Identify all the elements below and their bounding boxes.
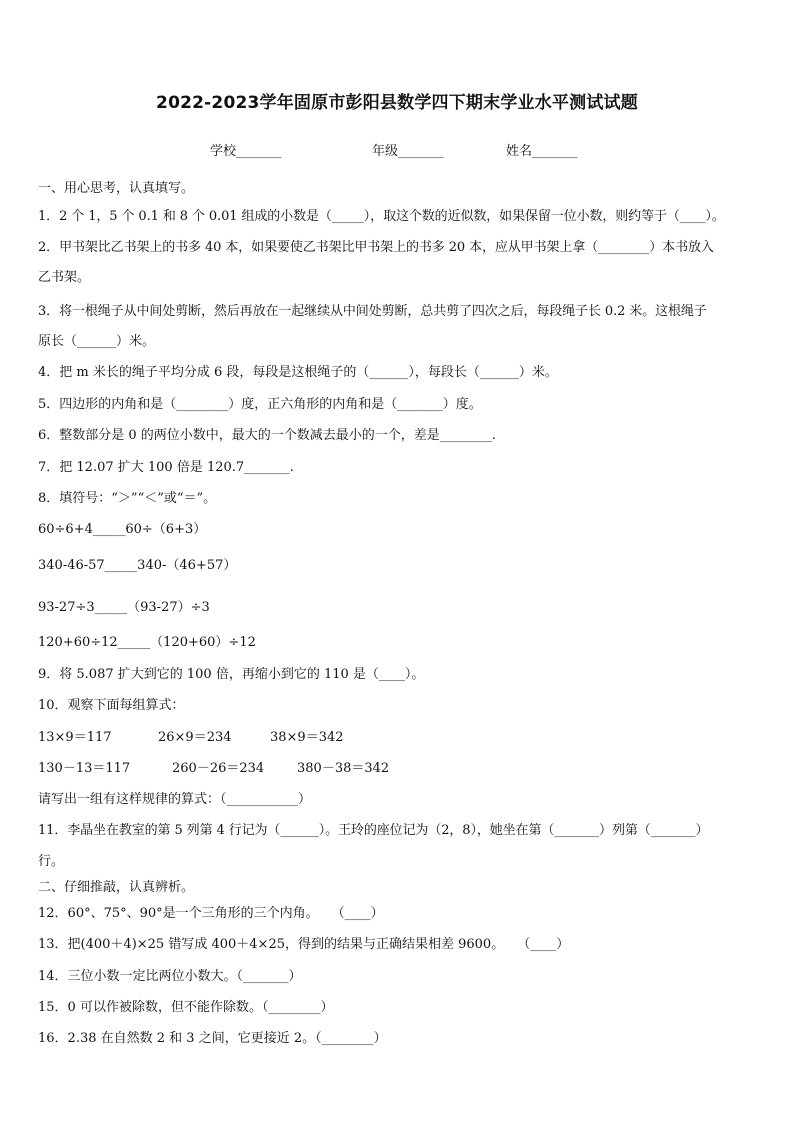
question-8: 8．填符号：“＞”“＜”或“＝”。	[38, 491, 217, 506]
section-1-title: 一、用心思考，认真填写。	[38, 181, 195, 196]
question-5: 5．四边形的内角和是（________）度，正六角形的内角和是（_______）度。	[38, 397, 482, 412]
question-11-line2: 行。	[38, 854, 65, 869]
q10-row2-eq2: 260－26＝234	[172, 761, 265, 776]
question-13: 13．把(400＋4)×25 错写成 400＋4×25，得到的结果与正确结果相差 9600。 （____）	[38, 937, 570, 952]
section-2-title: 二、仔细推敲，认真辨析。	[38, 880, 195, 895]
q10-row1-eq2: 26×9＝234	[158, 730, 232, 745]
question-3-line2: 原长（______）米。	[38, 334, 156, 349]
question-12: 12．60°、75°、90°是一个三角形的三个内角。 （____）	[38, 906, 384, 921]
question-10-prompt: 请写出一组有这样规律的算式：（___________）	[38, 792, 312, 807]
question-2-line1: 2．甲书架比乙书架上的书多 40 本，如果要使乙书架比甲书架上的书多 20 本，应从甲书架上拿（________）本书放入	[38, 240, 714, 255]
question-8-item-b: 340-46-57_____340-（46+57）	[38, 558, 237, 573]
question-2-line2: 乙书架。	[38, 270, 91, 285]
question-8-item-d: 120+60÷12_____（120+60）÷12	[38, 635, 256, 650]
q10-row1-eq3: 38×9＝342	[270, 730, 344, 745]
name-field: 姓名_______	[506, 144, 578, 159]
grade-field: 年级_______	[372, 144, 444, 159]
q10-row2-eq3: 380－38＝342	[297, 761, 390, 776]
question-11-line1: 11．李晶坐在教室的第 5 列第 4 行记为（______）。王玲的座位记为（2，8），她坐在第（_______）列第（_______）	[38, 823, 709, 838]
question-10: 10．观察下面每组算式：	[38, 698, 185, 713]
page-title: 2022-2023学年固原市彭阳县数学四下期末学业水平测试试题	[156, 93, 638, 113]
q10-row2-eq1: 130－13＝117	[38, 761, 131, 776]
question-16: 16．2.38 在自然数 2 和 3 之间，它更接近 2。（________）	[38, 1031, 387, 1046]
question-4: 4．把 m 米长的绳子平均分成 6 段，每段是这根绳子的（______），每段长（______）米。	[38, 365, 558, 380]
school-field: 学校_______	[210, 144, 282, 159]
question-7: 7．把 12.07 扩大 100 倍是 120.7_______.	[38, 460, 294, 475]
question-14: 14．三位小数一定比两位小数大。（_______）	[38, 969, 302, 984]
question-1: 1．2 个 1，5 个 0.1 和 8 个 0.01 组成的小数是（_____），取这个数的近似数，如果保留一位小数，则约等于（____）。	[38, 209, 725, 224]
question-15: 15．0 可以作被除数，但不能作除数。（________）	[38, 1000, 334, 1015]
question-8-item-c: 93-27÷3_____（93-27）÷3	[38, 600, 210, 615]
question-3-line1: 3．将一根绳子从中间处剪断，然后再放在一起继续从中间处剪断，总共剪了四次之后，每段绳子长 0.2 米。这根绳子	[38, 304, 707, 319]
question-8-item-a: 60÷6+4_____60÷（6+3）	[38, 522, 207, 537]
question-9: 9．将 5.087 扩大到它的 100 倍，再缩小到它的 110 是（____）。	[38, 667, 425, 682]
question-6: 6．整数部分是 0 的两位小数中，最大的一个数减去最小的一个，差是________.	[38, 428, 496, 443]
q10-row1-eq1: 13×9＝117	[38, 730, 112, 745]
